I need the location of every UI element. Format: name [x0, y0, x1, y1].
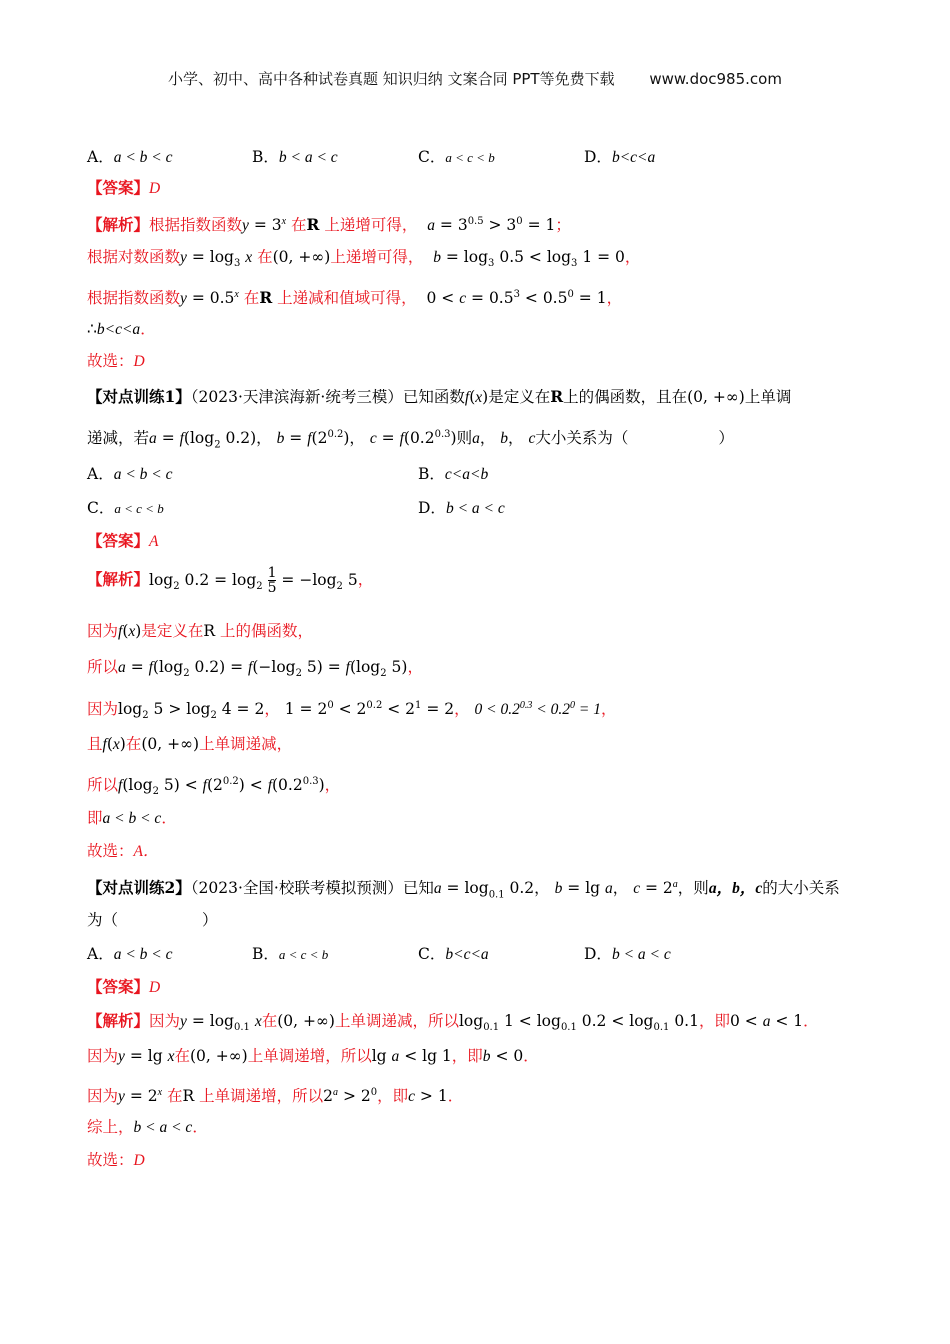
q2-answer: 【答案】D [87, 977, 161, 996]
q1-choose: 故选：A． [87, 842, 159, 860]
q1-analysis-line-5: 且f(x)在(0, +∞)上单调递减， [87, 735, 293, 753]
header-site-link[interactable]: www.doc985.com [649, 70, 782, 88]
q1-analysis-line-7: 即a < b < c． [87, 809, 177, 827]
q1-option-d: D．b < a < c [418, 499, 505, 517]
q0-analysis-line-1: 【解析】根据指数函数$y = 3^x$ 在R 上递增可得， $a = 3^{0.5} > 3^0 = 1$； [87, 215, 571, 235]
q0-analysis-line-2: 根据对数函数$y = \log_3 x$ 在(0, +∞)上递增可得， $b = \log_3 0.5 < \log_3 1 = 0$， [87, 248, 641, 270]
q1-analysis-line-6: 所以$f(\log_2$ $5) < f(2^{0.2}) < f(0.2^{0.3})$， [87, 776, 341, 798]
q0-option-d: D．b<c<a [584, 148, 656, 166]
q1-option-b: B．c<a<b [418, 465, 489, 483]
q2-stem-line-2: 为（ ） [87, 911, 218, 929]
q1-option-a: A．a < b < c [87, 465, 173, 483]
q2-option-a: A．a < b < c [87, 945, 173, 963]
q1-answer: 【答案】A [87, 531, 159, 550]
q1-option-c: C．a < c < b [87, 499, 164, 517]
q1-analysis-line-3: 所以$a = f(\log_2$ $0.2) = f(-\log_2$ $5) = f(\log_2$ 5)， [87, 658, 423, 680]
page-header [0, 68, 950, 89]
header-text: 小学、初中、高中各种试卷真题 知识归纳 文案合同 PPT等免费下载 [168, 70, 615, 88]
q2-analysis-line-3: 因为$y = 2^x$ 在R 上单调递增，所以$2^a > 2^0$，即c > 1． [87, 1087, 464, 1106]
q2-stem-line-1: 【对点训练2】（2023·全国·校联考模拟预测）已知$a = \log_{0.1} 0.2$， b = lg a， $c = 2^a$，则a，b，c的大小关系 [87, 878, 840, 901]
q2-option-b: B．a < c < b [252, 945, 329, 963]
q2-analysis-line-1: 【解析】因为$y = \log_{0.1} x$在(0, +∞)上单调递减，所以$\log_{0.1} 1 < \log_{0.1} 0.2 < \log_{0.1} 0.1$，即0 < a < 1． [87, 1011, 819, 1034]
q2-analysis-line-2: 因为y = lg x在(0, +∞)上单调递增，所以lg a < lg 1，即b < 0． [87, 1047, 539, 1065]
q0-option-b: B．b < a < c [252, 148, 338, 166]
q0-option-c: C．a < c < b [418, 148, 495, 166]
q1-stem-line-2: 递减，若$a = f(\log_2$ 0.2)， $b = f(2^{0.2})$， $c = f(0.2^{0.3})$则a， b， c大小关系为（ ） [87, 429, 734, 451]
q0-analysis-line-4: ∴b<c<a． [87, 320, 156, 338]
q0-option-a: A．a < b < c [87, 148, 173, 166]
q0-answer: 【答案】D [87, 178, 161, 197]
q0-choose: 故选：D [87, 352, 145, 370]
q0-analysis-line-3: 根据指数函数$y = 0.5^x$ 在R 上递减和值域可得， $0 < c = 0.5^3 < 0.5^0 = 1$， [87, 288, 623, 308]
q1-analysis-line-2: 因为f(x)是定义在R 上的偶函数， [87, 622, 313, 640]
q2-analysis-line-4: 综上，b < a < c． [87, 1118, 208, 1136]
q2-choose: 故选：D [87, 1151, 145, 1169]
q2-option-c: C．b<c<a [418, 945, 489, 963]
q2-option-d: D．b < a < c [584, 945, 671, 963]
q1-stem-line-1: 【对点训练1】（2023·天津滨海新·统考三模）已知函数f(x)是定义在R上的偶函数，且在(0, +∞)上单调 [87, 387, 792, 406]
q1-analysis-line-1: 【解析】$\log_2 0.2 = \log_2$ $\frac{1}{5}$ = $-\log_2$ 5， [87, 565, 374, 596]
q1-analysis-line-4: 因为$\log_2 5 > \log_2 4 = 2$， $1 = 2^0 < 2^{0.2} < 2^1 = 2$， $0 < 0.2^{0.3} < 0.2^0 = 1$， [87, 700, 617, 722]
